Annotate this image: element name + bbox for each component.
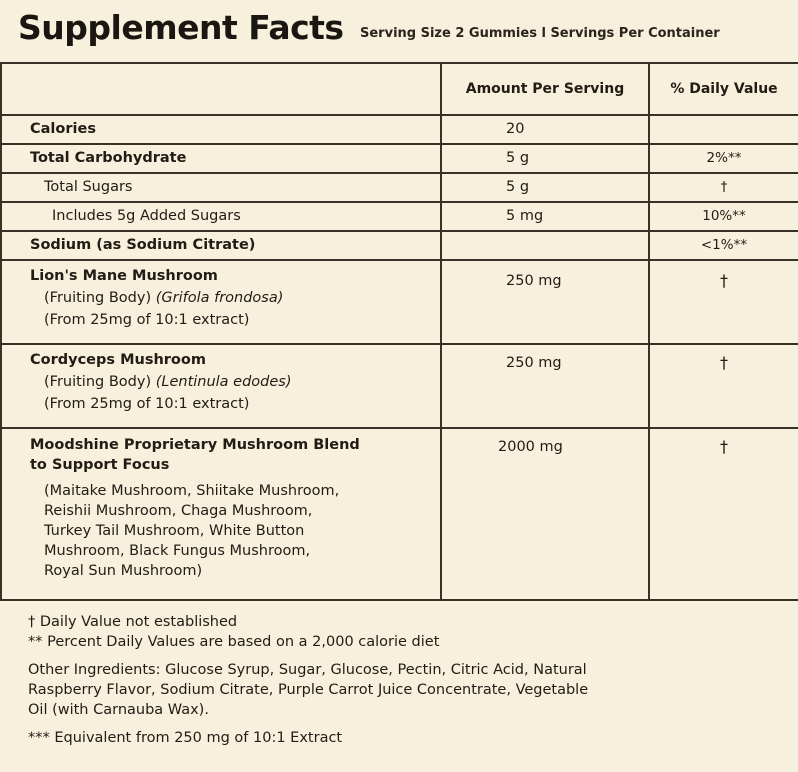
ingredient-part: (Fruiting Body): [44, 290, 156, 306]
row-name: Sodium (as Sodium Citrate): [1, 231, 441, 260]
row-dv: †: [649, 428, 798, 600]
ingredient-source: [30, 287, 440, 309]
blend-ingredients-line-1: (Maitake Mushroom, Shiitake Mushroom,: [44, 483, 340, 499]
row-dv: †: [649, 173, 798, 202]
table-row: [1, 115, 798, 144]
dagger-footnote: † Daily Value not established: [28, 614, 238, 630]
facts-table: [0, 62, 798, 601]
other-ingredients-line-3: Oil (with Carnauba Wax).: [28, 702, 209, 718]
table-row: [1, 344, 798, 428]
ingredient-source: [30, 371, 440, 393]
blend-ingredients-line-2: Reishii Mushroom, Chaga Mushroom,: [44, 503, 313, 519]
serving-info: Serving Size 2 Gummies l Servings Per Container: [360, 26, 720, 41]
table-row: [1, 428, 798, 600]
other-ingredients-line-1: Other Ingredients: Glucose Syrup, Sugar, Glucose, Pectin, Citric Acid, Natural: [28, 662, 587, 678]
table-row: [1, 260, 798, 344]
name-column-header: [1, 63, 441, 115]
table-row: [1, 231, 798, 260]
table-row: [1, 144, 798, 173]
row-dv: 2%**: [649, 144, 798, 173]
blend-ingredients-line-4: Mushroom, Black Fungus Mushroom,: [44, 543, 311, 559]
daily-value-footnote: ** Percent Daily Values are based on a 2,000 calorie diet: [28, 634, 440, 650]
blend-name-line-1: Moodshine Proprietary Mushroom Blend: [30, 437, 360, 453]
ingredient-name: Lion's Mane Mushroom: [30, 268, 218, 284]
row-amount: 250 mg: [441, 260, 649, 344]
row-dv: †: [649, 344, 798, 428]
daily-value-column-header: % Daily Value: [649, 63, 798, 115]
row-name: Calories: [1, 115, 441, 144]
row-amount: [441, 231, 649, 260]
blend-ingredients-line-3: Turkey Tail Mushroom, White Button: [44, 523, 305, 539]
table-header-row: [1, 63, 798, 115]
blend-name-line-2: to Support Focus: [30, 457, 170, 473]
equivalent-footnote: *** Equivalent from 250 mg of 10:1 Extract: [28, 730, 343, 746]
ingredient-extract: (From 25mg of 10:1 extract): [44, 312, 250, 328]
row-amount: 5 g: [441, 173, 649, 202]
ingredient-latin-name: (Grifola frondosa): [155, 290, 284, 306]
row-name: [1, 428, 441, 600]
row-name: [1, 260, 441, 344]
row-dv: †: [649, 260, 798, 344]
table-row: [1, 173, 798, 202]
table-row: [1, 202, 798, 231]
header: [0, 0, 798, 62]
row-amount: 250 mg: [441, 344, 649, 428]
row-amount: 5 g: [441, 144, 649, 173]
other-ingredients-line-2: Raspberry Flavor, Sodium Citrate, Purple Carrot Juice Concentrate, Vegetable: [28, 682, 589, 698]
row-name: [1, 344, 441, 428]
row-dv: 10%**: [649, 202, 798, 231]
row-dv: <1%**: [649, 231, 798, 260]
blend-ingredients-line-5: Royal Sun Mushroom): [44, 563, 203, 579]
ingredient-latin-name: (Lentinula edodes): [155, 374, 292, 390]
panel-title: Supplement Facts: [18, 8, 344, 47]
ingredient-part: (Fruiting Body): [44, 374, 156, 390]
amount-column-header: Amount Per Serving: [441, 63, 649, 115]
row-amount: 2000 mg: [441, 428, 649, 600]
footnotes: [28, 612, 778, 748]
row-name: Includes 5g Added Sugars: [1, 202, 441, 231]
row-dv: [649, 115, 798, 144]
ingredient-extract: (From 25mg of 10:1 extract): [44, 396, 250, 412]
row-amount: 5 mg: [441, 202, 649, 231]
row-amount: 20: [441, 115, 649, 144]
row-name: Total Carbohydrate: [1, 144, 441, 173]
row-name: Total Sugars: [1, 173, 441, 202]
ingredient-name: Cordyceps Mushroom: [30, 352, 206, 368]
